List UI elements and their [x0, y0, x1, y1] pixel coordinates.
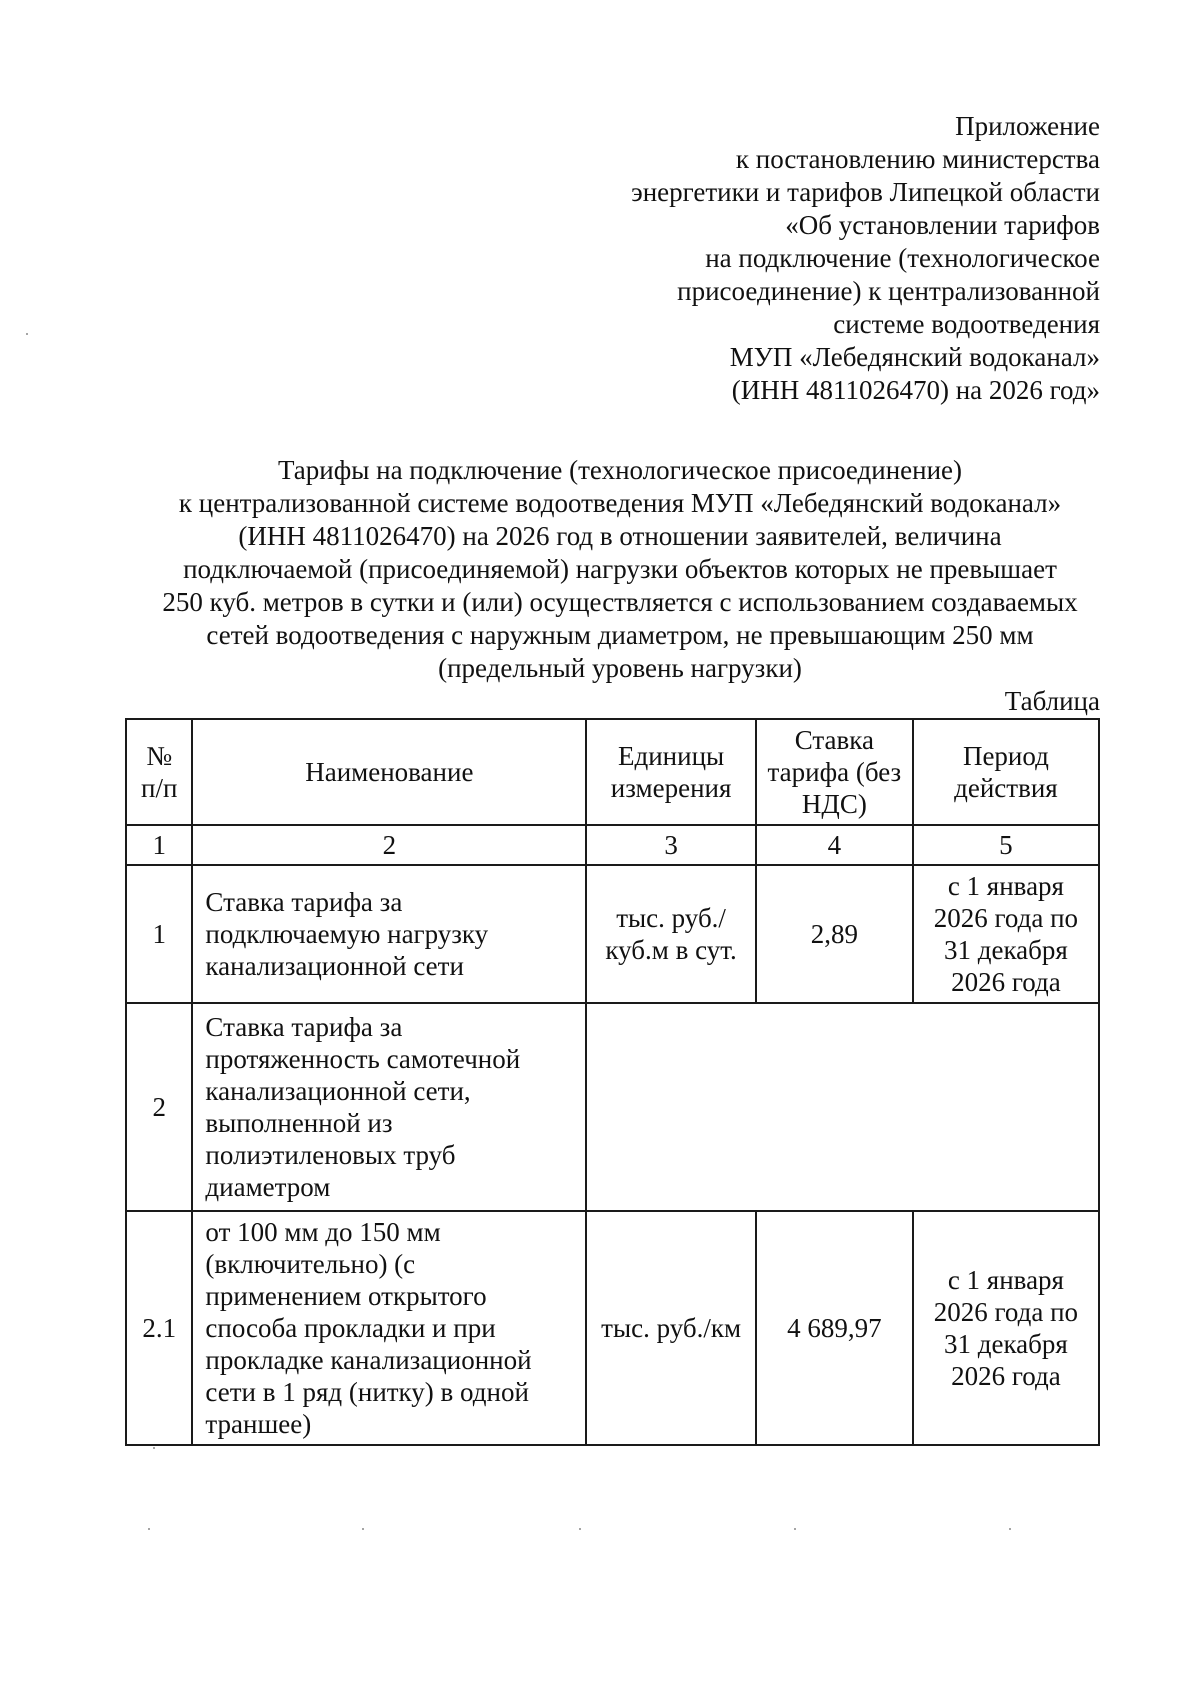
table-row — [126, 1003, 1099, 1211]
title-line: (предельный уровень нагрузки) — [438, 653, 802, 683]
column-number-row — [126, 825, 1099, 865]
row-units: тыс. руб./км — [586, 1211, 756, 1445]
appendix-line: к постановлению министерства — [735, 144, 1100, 174]
appendix-header — [480, 110, 1100, 407]
table-header-row — [126, 719, 1099, 825]
tariffs-table — [125, 718, 1100, 1446]
title-line: Тарифы на подключение (технологическое присоединение) — [277, 455, 963, 485]
title-line: сетей водоотведения с наружным диаметром, не превышающим 250 мм — [206, 620, 1034, 650]
header-rate: Ставка тарифа (без НДС) — [756, 719, 913, 825]
table-row — [126, 1211, 1099, 1445]
row-empty-merged — [586, 1003, 1099, 1211]
appendix-line: «Об установлении тарифов — [785, 210, 1100, 240]
title-line: (ИНН 4811026470) на 2026 год в отношении заявителей, величина — [238, 521, 1002, 551]
scan-speck — [579, 1528, 581, 1530]
appendix-line: системе водоотведения — [833, 309, 1100, 339]
scan-speck — [153, 1447, 155, 1449]
appendix-line: на подключение (технологическое — [705, 243, 1100, 273]
row-rate: 2,89 — [756, 865, 913, 1003]
row-units: тыс. руб./ куб.м в сут. — [586, 865, 756, 1003]
scan-speck — [26, 333, 28, 335]
header-num: № п/п — [126, 719, 192, 825]
scan-speck — [1009, 1528, 1011, 1530]
row-period: с 1 января 2026 года по 31 декабря 2026 года — [913, 865, 1099, 1003]
column-number: 2 — [192, 825, 586, 865]
row-period: с 1 января 2026 года по 31 декабря 2026 года — [913, 1211, 1099, 1445]
column-number: 1 — [126, 825, 192, 865]
title-line: 250 куб. метров в сутки и (или) осуществляется с использованием создаваемых — [162, 587, 1078, 617]
table-caption: Таблица — [1004, 686, 1100, 716]
column-number: 3 — [586, 825, 756, 865]
row-num: 2.1 — [126, 1211, 192, 1445]
row-rate: 4 689,97 — [756, 1211, 913, 1445]
appendix-line: присоединение) к централизованной — [677, 276, 1100, 306]
column-number: 5 — [913, 825, 1099, 865]
scan-speck — [148, 1528, 150, 1530]
appendix-line: (ИНН 4811026470) на 2026 год» — [731, 375, 1100, 405]
row-name: Ставка тарифа за подключаемую нагрузку канализационной сети — [192, 865, 586, 1003]
scan-speck — [794, 1528, 796, 1530]
header-period: Период действия — [913, 719, 1099, 825]
title-line: к централизованной системе водоотведения МУП «Лебедянский водоканал» — [178, 488, 1062, 518]
table-row — [126, 865, 1099, 1003]
appendix-line: энергетики и тарифов Липецкой области — [631, 177, 1100, 207]
row-name: от 100 мм до 150 мм (включительно) (с применением открытого способа прокладки и при прокладке канализационной сети в 1 ряд (нитку) в одной траншее) — [192, 1211, 586, 1445]
header-name: Наименование — [192, 719, 586, 825]
row-num: 2 — [126, 1003, 192, 1211]
appendix-line: Приложение — [955, 111, 1100, 141]
header-units: Единицы измерения — [586, 719, 756, 825]
appendix-line: МУП «Лебедянский водоканал» — [729, 342, 1100, 372]
column-number: 4 — [756, 825, 913, 865]
title-line: подключаемой (присоединяемой) нагрузки объектов которых не превышает — [183, 554, 1057, 584]
row-name: Ставка тарифа за протяженность самотечной канализационной сети, выполненной из полиэтиленовых труб диаметром — [192, 1003, 586, 1211]
row-num: 1 — [126, 865, 192, 1003]
scan-speck — [362, 1528, 364, 1530]
document-title — [120, 454, 1120, 685]
